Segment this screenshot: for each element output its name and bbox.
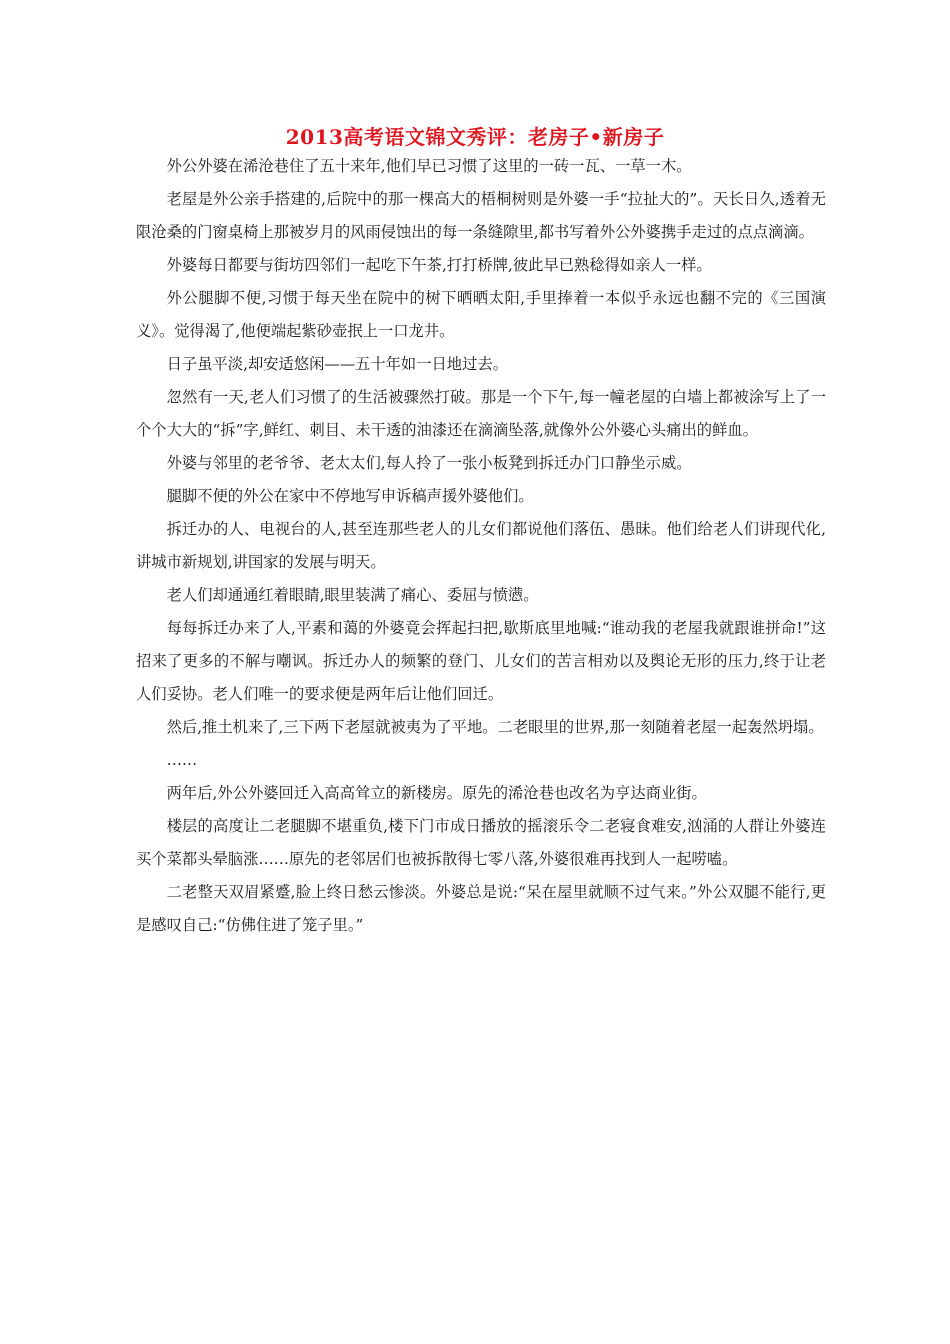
paragraph: 外婆每日都要与街坊四邻们一起吃下午茶,打打桥牌,彼此早已熟稔得如亲人一样。 xyxy=(166,256,712,274)
paragraph: 老屋是外公亲手搭建的,后院中的那一棵高大的梧桐树则是外婆一手“拉扯大的”。天长日久,透着无限沧桑的门窗桌椅上那被岁月的风雨侵蚀出的每一条缝隙里,都书写着外公外婆携手走过的点点滴滴。 xyxy=(136,190,826,241)
paragraph: 每每拆迁办来了人,平素和蔼的外婆竟会挥起扫把,歇斯底里地喊:“谁动我的老屋我就跟谁拼命!”这招来了更多的不解与嘲讽。拆迁办人的频繁的登门、儿女们的苦言相劝以及舆论无形的压力,终于让老人们妥协。老人们唯一的要求便是两年后让他们回迁。 xyxy=(136,619,826,703)
paragraph: 二老整天双眉紧蹙,脸上终日愁云惨淡。外婆总是说:“呆在屋里就顺不过气来。”外公双腿不能行,更是感叹自己:“仿佛住进了笼子里。” xyxy=(136,883,826,934)
document-title: 2013高考语文锦文秀评：老房子•新房子 xyxy=(285,125,665,149)
paragraph: 两年后,外公外婆回迁入高高耸立的新楼房。原先的浠沧巷也改名为亨达商业街。 xyxy=(166,784,707,802)
ellipsis-separator: …… xyxy=(166,751,198,769)
document-body xyxy=(136,150,826,942)
paragraph: 楼层的高度让二老腿脚不堪重负,楼下门市成日播放的摇滚乐令二老寝食难安,汹涌的人群让外婆连买个菜都头晕脑涨……原先的老邻居们也被拆散得七零八落,外婆很难再找到人一起唠嗑。 xyxy=(136,817,826,868)
paragraph: 拆迁办的人、电视台的人,甚至连那些老人的儿女们都说他们落伍、愚昧。他们给老人们讲现代化,讲城市新规划,讲国家的发展与明天。 xyxy=(136,520,826,571)
paragraph: 然后,推土机来了,三下两下老屋就被夷为了平地。二老眼里的世界,那一刻随着老屋一起轰然坍塌。 xyxy=(166,718,824,736)
paragraph: 外公外婆在浠沧巷住了五十来年,他们早已习惯了这里的一砖一瓦、一草一木。 xyxy=(166,157,692,175)
paragraph: 忽然有一天,老人们习惯了的生活被骤然打破。那是一个下午,每一幢老屋的白墙上都被涂写上了一个个大大的“拆”字,鲜红、刺目、未干透的油漆还在滴滴坠落,就像外公外婆心头痛出的鲜血。 xyxy=(136,388,826,439)
paragraph: 外公腿脚不便,习惯于每天坐在院中的树下晒晒太阳,手里捧着一本似乎永远也翻不完的《三国演义》。觉得渴了,他便端起紫砂壶抿上一口龙井。 xyxy=(136,289,826,340)
paragraph: 外婆与邻里的老爷爷、老太太们,每人拎了一张小板凳到拆迁办门口静坐示威。 xyxy=(166,454,692,472)
paragraph: 日子虽平淡,却安适悠闲——五十年如一日地过去。 xyxy=(166,355,508,373)
paragraph: 老人们却通通红着眼睛,眼里装满了痛心、委屈与愤懑。 xyxy=(166,586,539,604)
paragraph: 腿脚不便的外公在家中不停地写申诉稿声援外婆他们。 xyxy=(166,487,534,505)
